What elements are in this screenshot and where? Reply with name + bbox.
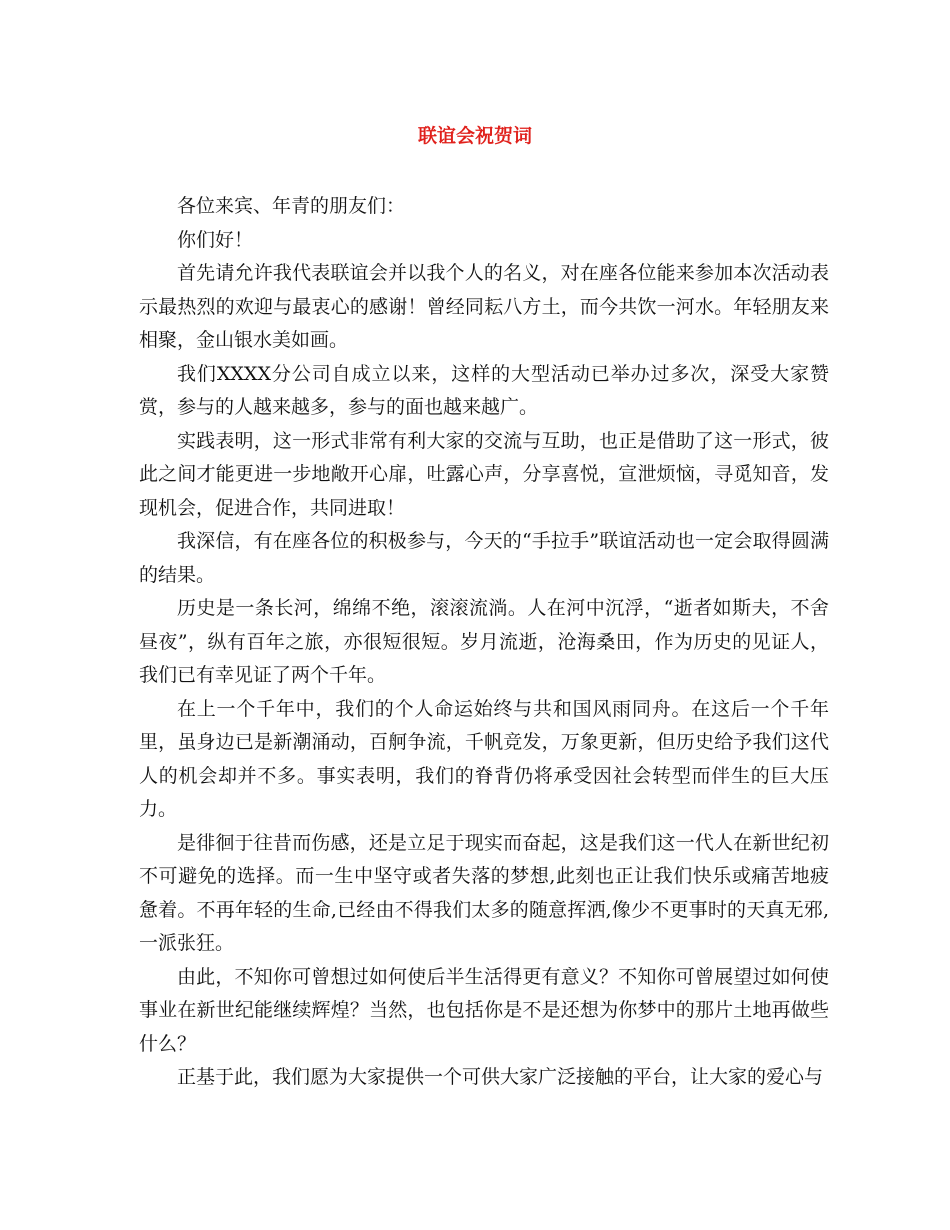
paragraph-company: 我们XXXX分公司自成立以来，这样的大型活动已举办过多次，深受大家赞赏，参与的人越来越多，参与的面也越来越广。 [139,362,829,418]
paragraph-belief: 我深信，有在座各位的积极参与，今天的“手拉手”联谊活动也一定会取得圆满的结果。 [139,530,829,586]
paragraph-history: 历史是一条长河，绵绵不绝，滚滚流淌。人在河中沉浮，“逝者如斯夫，不舍昼夜”，纵有百年之旅，亦很短很短。岁月流逝，沧海桑田，作为历史的见证人，我们已有幸见证了两个千年。 [139,597,829,686]
paragraph-greeting: 你们好！ [177,228,254,251]
paragraph-platform: 正基于此，我们愿为大家提供一个可供大家广泛接触的平台，让大家的爱心与 [177,1066,824,1088]
document-body [139,190,829,1095]
paragraph-choice: 是徘徊于往昔而伤感，还是立足于现实而奋起，这是我们这一代人在新世纪初不可避免的选择。而一生中坚守或者失落的梦想,此刻也正让我们快乐或痛苦地疲惫着。不再年轻的生命,已经由不得我们太多的随意挥洒,像少不更事时的天真无邪,一派张狂。 [139,831,829,954]
paragraph-practice: 实践表明，这一形式非常有利大家的交流与互助，也正是借助了这一形式，彼此之间才能更进一步地敞开心扉，吐露心声，分享喜悦，宣泄烦恼，寻觅知音，发现机会，促进合作，共同进取！ [139,429,829,519]
paragraph-welcome: 首先请允许我代表联谊会并以我个人的名义，对在座各位能来参加本次活动表示最热烈的欢迎与最衷心的感谢！曾经同耘八方土，而今共饮一河水。年轻朋友来相聚，金山银水美如画。 [139,262,829,351]
document-title: 联谊会祝贺词 [417,125,532,147]
paragraph-millennium: 在上一个千年中，我们的个人命运始终与共和国风雨同舟。在这后一个千年里，虽身边已是新潮涌动，百舸争流，千帆竞发，万象更新，但历史给予我们这代人的机会却并不多。事实表明，我们的脊背仍将承受因社会转型而伴生的巨大压力。 [139,697,829,820]
paragraph-questions: 由此，不知你可曾想过如何使后半生活得更有意义？不知你可曾展望过如何使事业在新世纪能继续辉煌？当然，也包括你是不是还想为你梦中的那片土地再做些什么？ [139,965,829,1055]
paragraph-salutation: 各位来宾、年青的朋友们： [177,195,406,217]
